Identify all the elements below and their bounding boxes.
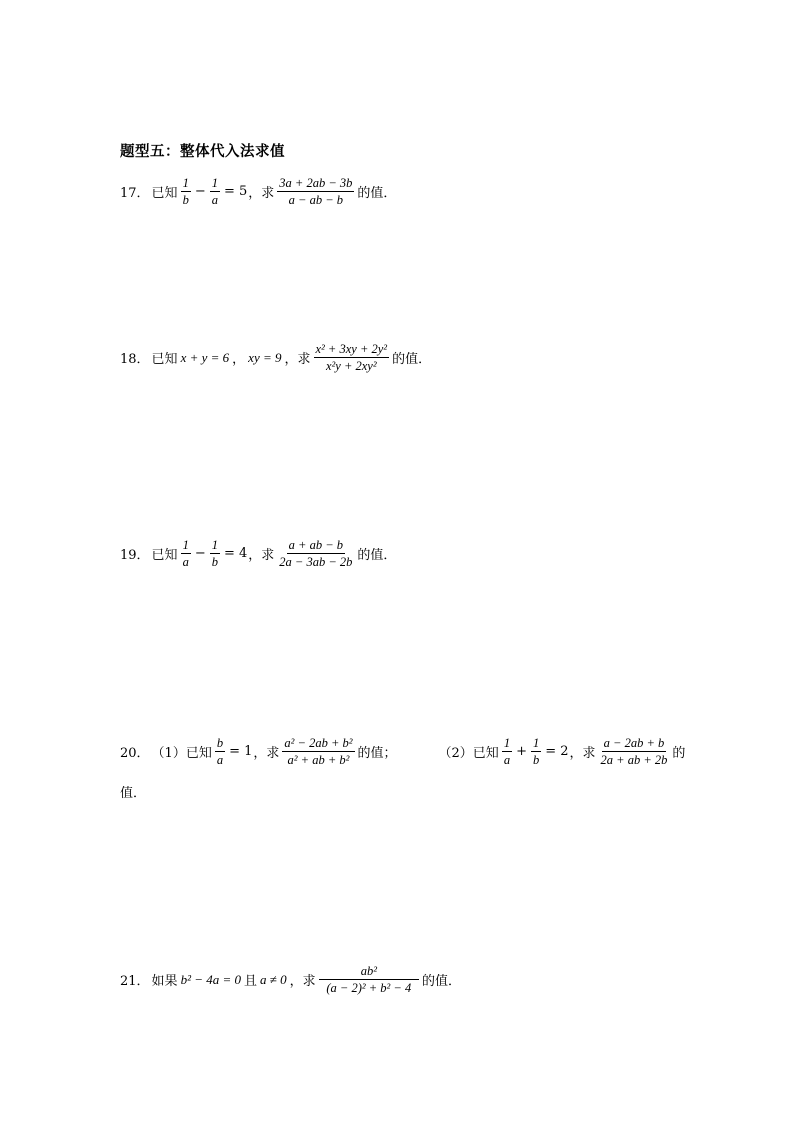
part-1-label: （1）已知 — [151, 746, 212, 762]
part-1-tail: 的值； — [357, 746, 397, 762]
minus-sign: − — [194, 546, 206, 562]
problem-lead: 已知 — [151, 352, 178, 368]
problem-tail: 的值． — [357, 186, 397, 202]
target-fraction: $\frac{\text{ab²}}{\text{(a − 2)² + b² − 4}}$ — [319, 964, 419, 996]
problem-tail: 的值． — [357, 548, 397, 564]
problem-number: 19． — [120, 548, 150, 564]
condition-1: b² − 4a = 0 — [180, 971, 242, 987]
section-title: 题型五：整体代入法求值 — [120, 144, 285, 160]
problem-mid: ，求 — [289, 974, 316, 990]
fraction-1-over-b: $\frac{1}{b}$ — [532, 736, 540, 768]
part-2-label: （2）已知 — [438, 746, 499, 762]
plus-sign: + — [516, 744, 527, 760]
part-2-tail: 的 — [672, 746, 686, 762]
minus-sign: − — [194, 184, 206, 200]
fraction-1-over-a: $\frac{1}{a}$ — [503, 736, 511, 768]
separator: ， — [232, 352, 246, 368]
problem-tail: 的值． — [421, 974, 461, 990]
condition-rhs: = 4 — [223, 546, 248, 562]
target-fraction: $\frac{3a + 2ab - 3b}{a - ab - b}$ — [279, 176, 353, 208]
condition-2: a ≠ 0 — [260, 971, 287, 987]
problem-number: 17． — [120, 186, 150, 202]
condition-rhs: = 1 — [229, 744, 253, 760]
problem-19 — [120, 538, 396, 570]
fraction-1-over-b: $\frac{1}{b}$ — [211, 538, 218, 570]
problem-lead: 如果 — [151, 974, 178, 990]
problem-17 — [120, 176, 396, 208]
fraction-b-over-a: $\frac{b}{a}$ — [216, 736, 224, 768]
problem-lead: 已知 — [151, 186, 178, 202]
problem-tail: 的值． — [392, 352, 432, 368]
condition-rhs: = 5 — [223, 184, 248, 200]
fraction-1-over-a: $\frac{1}{a}$ — [211, 176, 218, 208]
condition-1: x + y = 6 — [180, 349, 230, 365]
problem-mid: ，求 — [248, 186, 275, 202]
part-1-target-fraction: $\frac{\text{a² − 2ab + b²}}{\text{a² + ab + b²}}$ — [284, 736, 353, 768]
conjunction: 且 — [244, 974, 258, 990]
problem-mid: ，求 — [253, 746, 280, 762]
problem-18 — [120, 342, 431, 374]
condition-2: xy = 9 — [248, 349, 282, 365]
target-fraction: $\frac{a + ab - b}{2a - 3ab - 2b}$ — [279, 538, 353, 570]
problem-mid: ，求 — [248, 548, 275, 564]
part-2-target-fraction: $\frac{a - 2ab + b}{2a + ab + 2b}$ — [600, 736, 668, 768]
problem-lead: 已知 — [151, 548, 178, 564]
problem-number: 20． — [120, 746, 150, 762]
problem-mid: ，求 — [569, 746, 596, 762]
problem-21 — [120, 964, 461, 996]
problem-number: 21． — [120, 974, 150, 990]
condition-rhs: = 2 — [545, 744, 569, 760]
problem-20 — [120, 736, 685, 768]
fraction-1-over-b: $\frac{1}{b}$ — [182, 176, 189, 208]
problem-20-continuation: 值． — [120, 786, 147, 801]
problem-mid: ，求 — [284, 352, 311, 368]
problem-number: 18． — [120, 352, 150, 368]
target-fraction: $\frac{\text{x² + 3xy + 2y²}}{\text{x²y + 2xy²}}$ — [315, 342, 388, 374]
fraction-1-over-a: $\frac{1}{a}$ — [182, 538, 189, 570]
